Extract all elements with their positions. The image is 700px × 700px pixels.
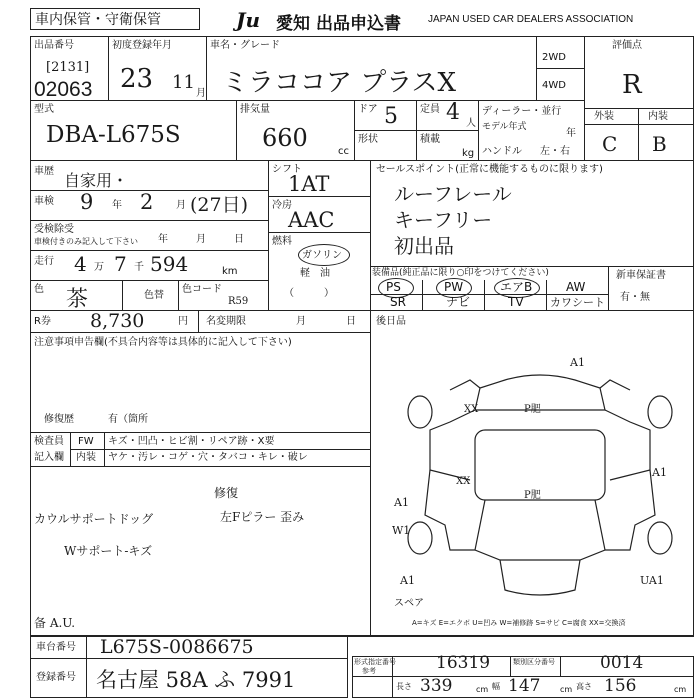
transfer-label: 受検除受 (34, 224, 74, 235)
fw-label: FW (78, 436, 94, 447)
divider (30, 160, 694, 161)
drive-4wd: 4WD (542, 80, 566, 91)
mileage-sen: 7 (114, 252, 127, 276)
load-unit: kg (462, 148, 475, 159)
shape-label: 形状 (358, 134, 378, 145)
car-name-value: ミラココア プラスX (222, 68, 456, 98)
term-day-unit: 日 (346, 316, 356, 327)
diagram-mark-3: P肥 (524, 404, 541, 415)
divider (608, 266, 609, 310)
type-label: 形式指定番号 (354, 658, 396, 666)
divider (30, 100, 584, 101)
divider (370, 266, 694, 267)
divider (30, 466, 370, 467)
divider (422, 280, 423, 310)
length-unit: cm (476, 685, 489, 694)
grade-score: R (622, 70, 642, 100)
equipment-label: 装備品(純正品に限り○印をつけてください) (372, 268, 549, 278)
repair-head: 修復 (214, 486, 239, 500)
transfer-note: 車検付きのみ記入して下さい (34, 237, 138, 246)
divider (30, 250, 268, 251)
divider (638, 108, 639, 160)
equip-airbag: エアB (500, 280, 533, 294)
divider (30, 332, 370, 333)
capacity-label: 定員 (420, 104, 440, 115)
color-code-label: 色コード (182, 284, 222, 295)
equip-tv: TV (508, 295, 524, 309)
class-label: 類別区分番号 (513, 658, 555, 666)
divider (510, 656, 511, 676)
equip-navi: ナビ (446, 295, 471, 309)
width-label: 幅 (492, 682, 500, 691)
class-value: 0014 (600, 653, 644, 673)
length-value: 339 (420, 676, 453, 696)
plate-label: 登録番号 (36, 672, 76, 683)
shift-label: シフト (272, 164, 302, 175)
transfer-year-unit: 年 (158, 234, 168, 245)
fuel-circle (298, 244, 350, 266)
color-value: 茶 (66, 287, 89, 312)
inspection-label: 車検 (34, 196, 54, 207)
model-value: DBA-L675S (46, 122, 181, 148)
diagram-mark-10: UA1 (640, 574, 664, 587)
mileage-sen-unit: 千 (134, 262, 144, 273)
chassis-value: L675S-0086675 (100, 636, 254, 658)
diagram-mark-7: A1 (394, 496, 409, 509)
divider (104, 432, 105, 466)
divider (178, 280, 179, 310)
model-label: 型式 (34, 104, 54, 115)
mileage-man-unit: 万 (94, 262, 104, 273)
lot-label: 出品番号 (34, 40, 74, 51)
inspector-label-2: 記入欄 (34, 452, 64, 463)
color-change-label: 色替 (144, 290, 164, 301)
ref-label: 参考 (362, 667, 376, 675)
usage-value: 自家用・ (64, 171, 129, 190)
divider (70, 432, 71, 466)
capacity-value: 4 (446, 100, 460, 125)
car-name-label: 車名・グレード (210, 40, 280, 51)
selling-point-3: 初出品 (394, 234, 454, 258)
doors-label: ドア (358, 104, 378, 115)
divider (206, 36, 207, 100)
drive-2wd: 2WD (542, 52, 566, 63)
notes-label: 注意事項申告欄(不具合内容等は具体的に記入して下さい) (34, 337, 292, 348)
mileage-rest: 594 (150, 252, 189, 276)
lot-number: 02063 (34, 78, 93, 101)
divider (70, 449, 370, 450)
dealer-label: ディーラー・並行 (482, 106, 562, 117)
width-value: 147 (508, 676, 541, 696)
inspection-year: 9 (80, 190, 94, 214)
reg-month: 11 (172, 72, 195, 93)
width-unit: cm (560, 685, 573, 694)
height-value: 156 (604, 676, 637, 696)
selling-point-2: キーフリー (394, 208, 493, 232)
divider (370, 310, 371, 636)
diagram-mark-5: P肥 (524, 490, 541, 501)
divider (268, 232, 370, 233)
divider (584, 36, 585, 160)
repair-history-value: 有（箇所 (108, 414, 148, 425)
interior-grade: B (652, 132, 667, 156)
diagram-mark-6: A1 (652, 466, 667, 479)
divider (30, 432, 370, 433)
fuel-label: 燃料 (272, 236, 292, 247)
storage-label: 車内保管・守衛保管 (35, 12, 161, 28)
second-remark: Wサポート-キズ (64, 544, 153, 558)
usage-label: 車歴 (34, 166, 54, 177)
displacement-value: 660 (262, 124, 308, 152)
fuel-gasoline: ガソリン (302, 250, 342, 261)
divider (108, 36, 109, 100)
term-label: 名変期限 (206, 316, 246, 327)
model-year-label: モデル年式 (482, 122, 527, 132)
diagram-mark-4: XX (456, 476, 471, 487)
inspection-day: (27日) (190, 194, 249, 216)
left-remark: カウルサポートドッグ (34, 512, 154, 526)
association-name: JAPAN USED CAR DEALERS ASSOCIATION (428, 14, 634, 25)
form-title: 出品申込書 (316, 14, 401, 34)
displacement-unit: cc (338, 146, 349, 157)
inspector-label-1: 検査員 (34, 436, 64, 447)
inspection-month-unit: 月 (176, 200, 186, 211)
divider (584, 108, 694, 109)
diagram-mark-9: A1 (400, 574, 415, 587)
equip-kawa-seat: カワシート (550, 296, 605, 309)
ju-logo: Ju (236, 8, 261, 32)
divider (546, 280, 547, 310)
handle-label: ハンドル (482, 146, 522, 157)
displacement-label: 排気量 (240, 104, 270, 115)
diagram-mark-2: XX (464, 404, 479, 415)
type-value: 16319 (436, 653, 491, 673)
equip-ps: PS (386, 280, 401, 294)
grade-label: 評価点 (612, 40, 642, 51)
doors-value: 5 (384, 104, 398, 129)
term-month-unit: 月 (296, 316, 306, 327)
divider (30, 220, 268, 221)
diagram-legend: A=キズ E=エクボ U=凹み W=補修跡 S=サビ C=腐食 XX=交換済 (412, 619, 626, 627)
color-label: 色 (34, 284, 44, 295)
storage-box (30, 8, 200, 30)
diagram-mark-1: A1 (570, 356, 585, 369)
divider (268, 196, 370, 197)
interior-label: 内装 (648, 111, 668, 122)
guarantee-options: 有・無 (620, 292, 650, 303)
divider (354, 130, 478, 131)
fuel-paren: （ ） (284, 288, 334, 299)
spare-label: スペア (394, 598, 424, 609)
aircon-label: 冷房 (272, 200, 292, 211)
plate-value: 名古屋 58A ふ 7991 (96, 668, 296, 692)
recycle-label: R券 (34, 316, 51, 327)
recycle-unit: 円 (178, 316, 188, 327)
equip-sr: SR (390, 295, 406, 309)
len-label: 長さ (396, 682, 412, 691)
divider (30, 658, 348, 659)
capacity-unit: 人 (466, 118, 476, 129)
inspection-month: 2 (140, 190, 154, 214)
exterior-label: 外装 (594, 111, 614, 122)
transfer-month-unit: 月 (196, 234, 206, 245)
fw-items: キズ・凹凸・ヒビ割・リペア跡・X要 (108, 436, 275, 447)
height-label: 高さ (576, 682, 592, 691)
divider (584, 124, 694, 125)
mileage-label: 走行 (34, 256, 54, 267)
diagram-mark-8: W1 (392, 524, 411, 537)
mileage-unit: km (222, 266, 238, 277)
divider (536, 68, 584, 69)
guarantee-label: 新車保証書 (616, 270, 666, 281)
lot-sub-number: [2131] (46, 60, 90, 75)
int-items: ヤケ・汚レ・コゲ・穴・タバコ・キレ・破レ (108, 452, 308, 463)
selling-point-1: ルーフレール (394, 182, 512, 206)
transfer-day-unit: 日 (234, 234, 244, 245)
recycle-value: 8,730 (90, 310, 145, 332)
handle-options: 左・右 (540, 146, 570, 157)
equip-aw: AW (566, 280, 586, 294)
int-label: 内装 (76, 452, 96, 463)
divider (86, 636, 87, 698)
divider (268, 160, 269, 310)
mileage-man: 4 (74, 252, 87, 276)
exterior-grade: C (602, 132, 618, 156)
divider (30, 280, 268, 281)
height-unit: cm (674, 685, 687, 694)
right-remark: 左Fピラー 歪み (220, 510, 305, 524)
divider (484, 280, 485, 310)
color-code: R59 (228, 296, 249, 307)
reg-month-unit: 月 (196, 88, 206, 99)
selling-points-label: セールスポイント(正常に機能するものに限ります) (376, 164, 603, 175)
model-year-unit: 年 (566, 128, 576, 139)
divider (370, 310, 694, 311)
rear-label: 後日品 (376, 316, 406, 327)
repair-history-label: 修復歴 (44, 414, 74, 425)
equip-pw: PW (444, 280, 464, 294)
reg-label: 初度登録年月 (112, 40, 172, 51)
divider (478, 100, 479, 160)
fuel-light-oil: 軽 油 (300, 268, 330, 279)
divider (560, 656, 561, 676)
aircon-value: AAC (288, 208, 335, 232)
inspection-year-unit: 年 (112, 200, 122, 211)
divider (122, 280, 123, 310)
divider (370, 160, 371, 310)
divider (236, 100, 237, 160)
chassis-label: 車台番号 (36, 642, 76, 653)
shift-value: 1AT (288, 172, 330, 196)
footnote: 备 A.U. (34, 616, 76, 630)
org-name: 愛知 (276, 14, 310, 34)
divider (198, 310, 199, 332)
load-label: 積載 (420, 134, 440, 145)
reg-year: 23 (120, 64, 154, 94)
